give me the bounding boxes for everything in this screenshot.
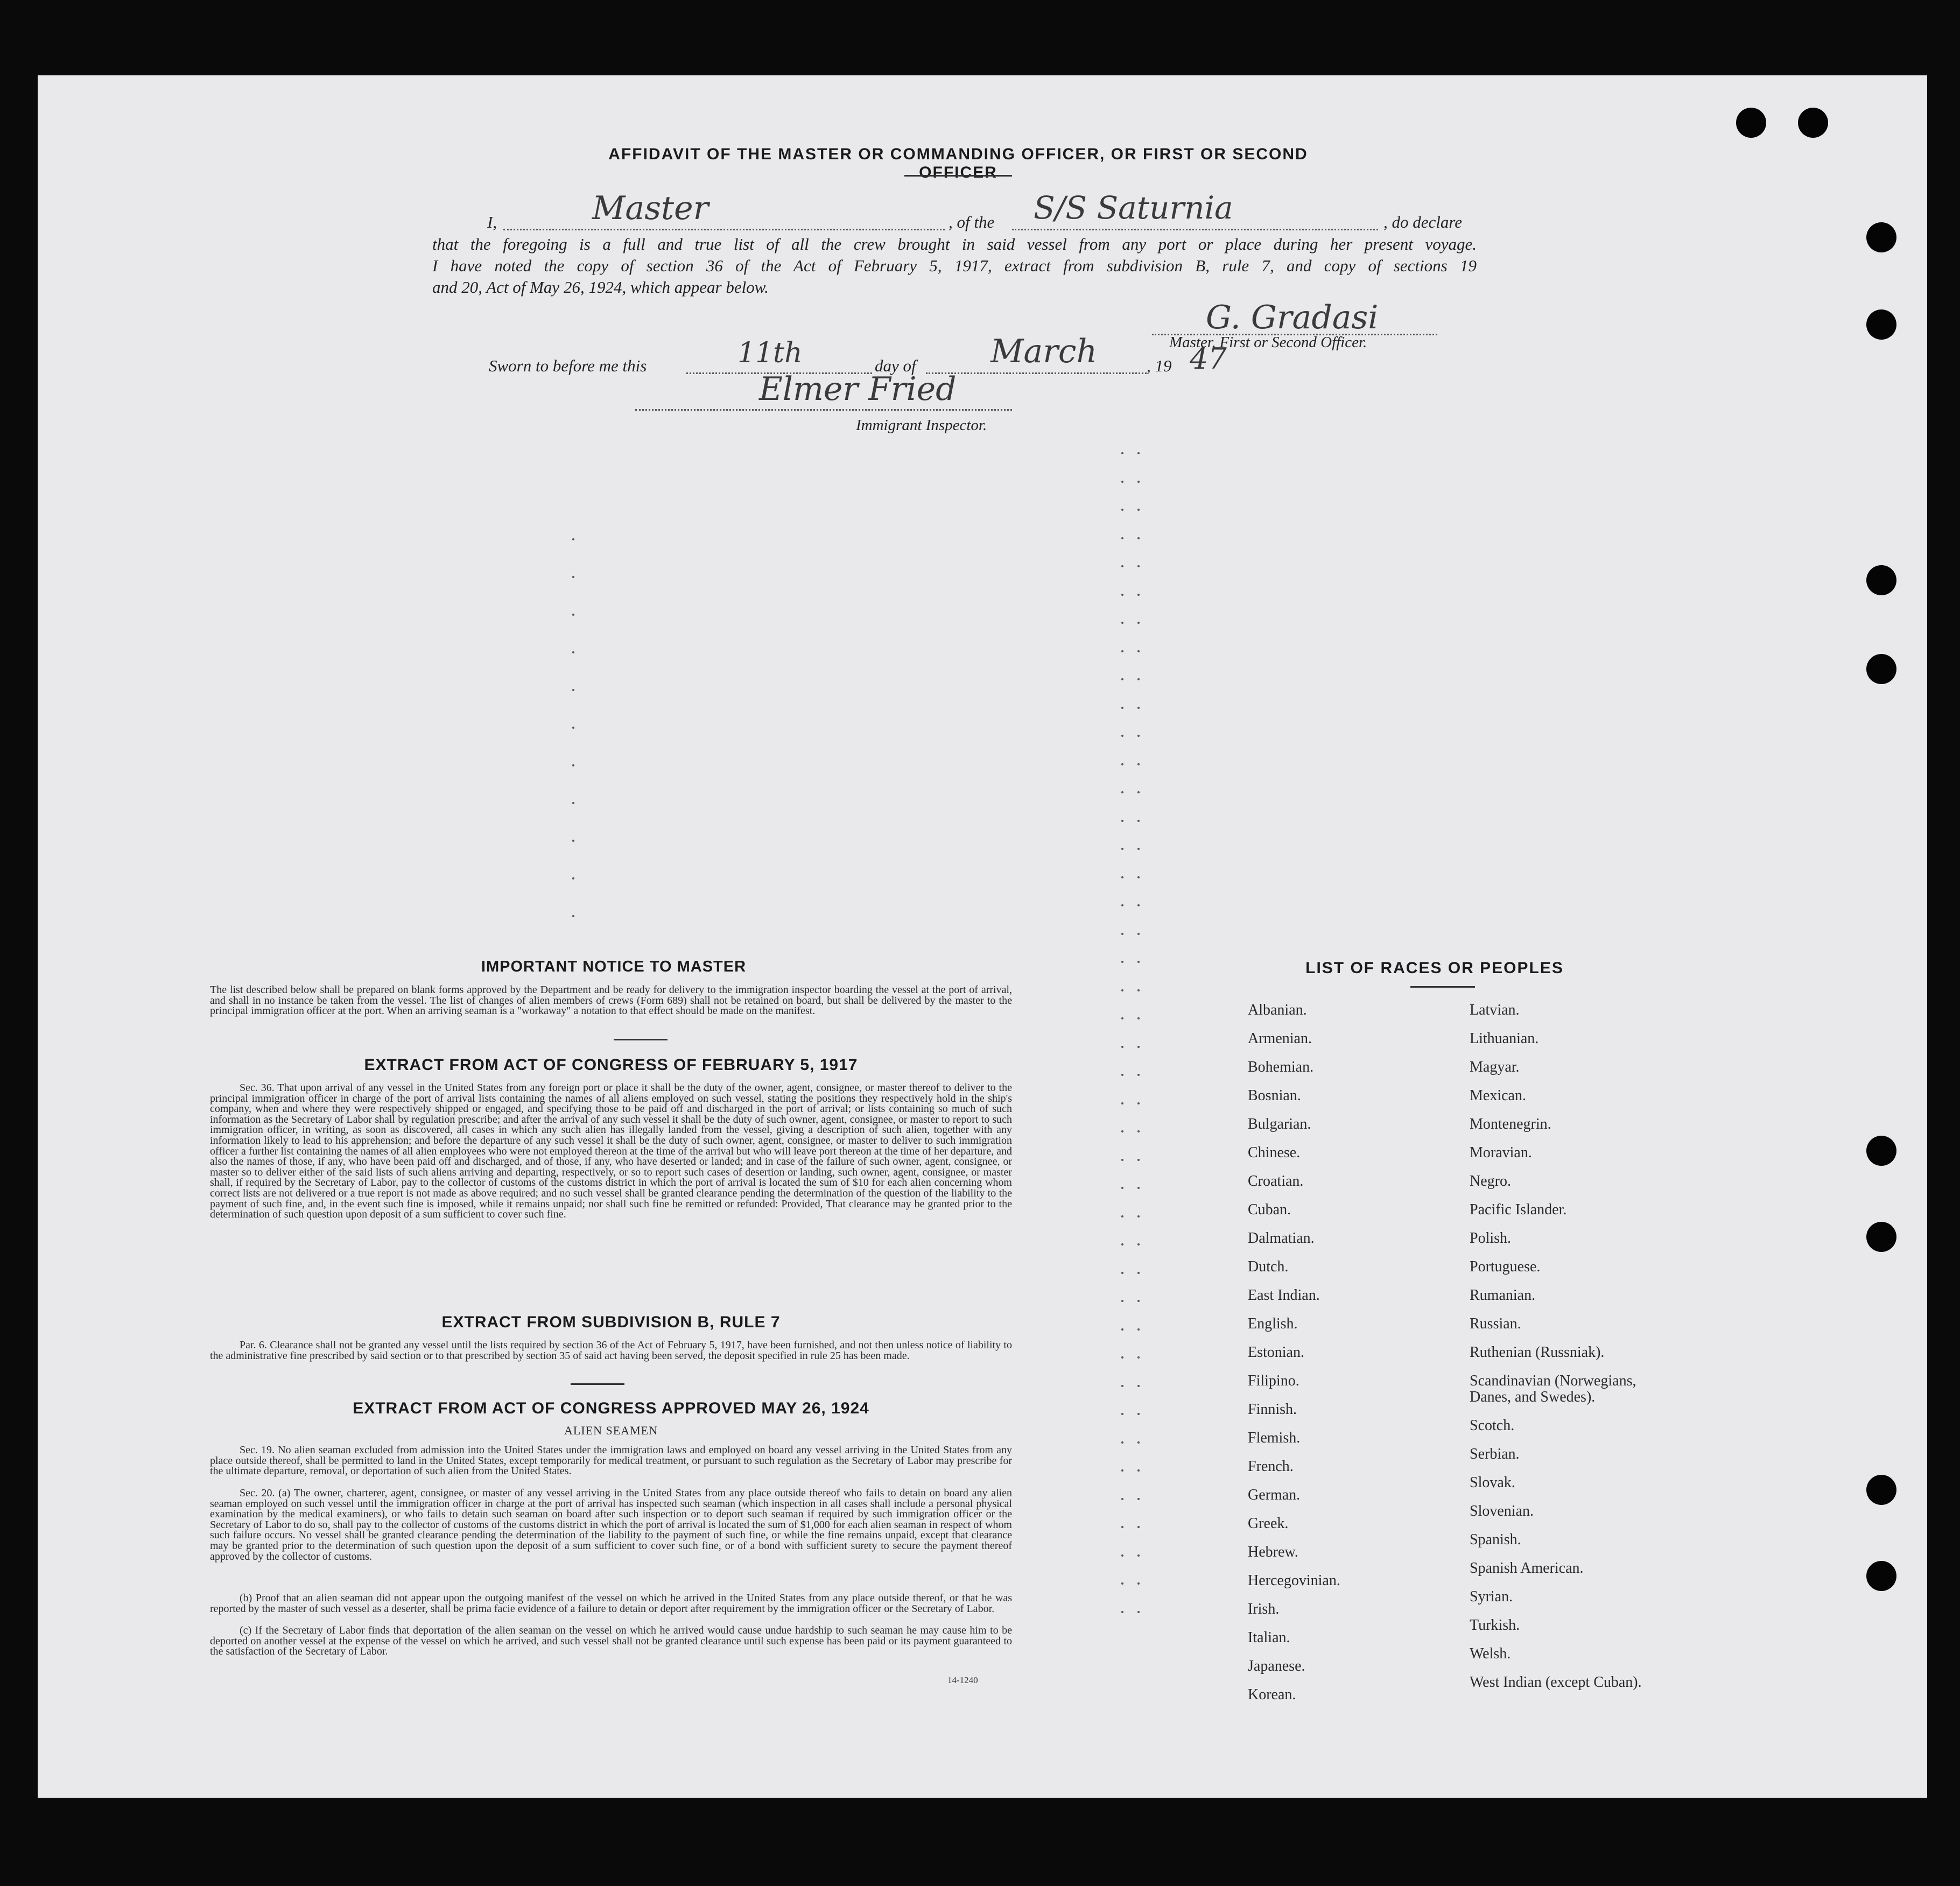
dot-marker [1137, 1215, 1140, 1218]
race-item: Turkish. [1470, 1617, 1520, 1634]
dot-marker [1121, 1046, 1123, 1048]
race-item: Korean. [1248, 1686, 1296, 1703]
inspector-label: Immigrant Inspector. [856, 417, 987, 434]
race-item: Chinese. [1248, 1144, 1301, 1161]
dot-marker [1121, 594, 1123, 596]
extract-rule7-text: Par. 6. Clearance shall not be granted any vessel until the lists required by section 36 of the Act of February 5, 1917, have been furnished, and not then unless notice of liability to the administrative fine prescribed by said section or to that prescribed by section 35 of said act having been served, the deposit specified in rule 25 has been made. [210, 1339, 1012, 1362]
race-item: Pacific Islander. [1470, 1201, 1567, 1218]
extract-1924-subtitle: ALIEN SEAMEN [564, 1424, 658, 1437]
race-item: Ruthenian (Russniak). [1470, 1344, 1605, 1361]
punch-hole [1866, 565, 1896, 595]
affidavit-body-line1: that the foregoing is a full and true list of all the crew brought in said vessel from any port or place during her present voyage. [432, 235, 1477, 254]
dot-marker [1137, 933, 1140, 935]
dot-marker [1121, 1498, 1123, 1500]
master-signature: G. Gradasi [1206, 299, 1379, 336]
dot-marker [1121, 1469, 1123, 1472]
form-number: 14-1240 [947, 1675, 978, 1685]
dot-marker [1137, 876, 1140, 878]
punch-hole [1866, 1475, 1896, 1505]
race-item: Moravian. [1470, 1144, 1532, 1161]
inspector-signature: Elmer Fried [759, 370, 957, 408]
dot-marker [1137, 1469, 1140, 1472]
title-rule [904, 175, 1012, 177]
race-item: Montenegrin. [1470, 1116, 1551, 1132]
dot-marker [1121, 1102, 1123, 1104]
race-item: Albanian. [1248, 1002, 1307, 1018]
race-item: Dutch. [1248, 1258, 1289, 1275]
race-item: Syrian. [1470, 1588, 1513, 1605]
dot-marker [572, 576, 574, 578]
dot-marker [1137, 1385, 1140, 1387]
vessel-name: S/S Saturnia [1034, 189, 1233, 226]
sworn-month: March [990, 333, 1098, 370]
sworn-month-line [926, 372, 1147, 374]
dot-marker [1121, 1159, 1123, 1161]
sworn-year: 47 [1190, 342, 1227, 376]
dot-marker [1137, 1554, 1140, 1557]
dot-marker [1137, 1017, 1140, 1019]
affidavit-body-line2: I have noted the copy of section 36 of the Act of February 5, 1917, extract from subdivision B, rule 7, and copy of sections 19 [432, 256, 1477, 275]
dot-marker [1121, 565, 1123, 567]
punch-hole [1866, 309, 1896, 340]
dot-marker [1121, 1017, 1123, 1019]
race-item: East Indian. [1248, 1287, 1320, 1304]
dot-marker [1137, 763, 1140, 765]
punch-hole [1736, 108, 1766, 138]
race-item: Negro. [1470, 1173, 1511, 1190]
dot-marker [1137, 537, 1140, 539]
race-item: Spanish. [1470, 1531, 1521, 1548]
dot-marker [1121, 933, 1123, 935]
race-item: German. [1248, 1487, 1301, 1503]
master-label: Master, First or Second Officer. [1169, 334, 1367, 351]
dot-marker [1121, 1130, 1123, 1132]
dot-marker [1121, 537, 1123, 539]
dot-marker [1137, 678, 1140, 680]
punch-hole [1866, 654, 1896, 684]
dot-marker [1137, 650, 1140, 652]
race-item: Dalmatian. [1248, 1230, 1315, 1247]
dot-marker [1137, 622, 1140, 624]
dot-marker [1137, 481, 1140, 483]
dot-marker [572, 614, 574, 616]
affidavit-body-line3: and 20, Act of May 26, 1924, which appear below. [432, 278, 769, 297]
extract-1917-text: Sec. 36. That upon arrival of any vessel in the United States from any foreign port or place it shall be the duty of the owner, agent, consignee, or master thereof to deliver to the principal immigration officer in charge of the port of arrival lists containing the names of all aliens employed on such vessel, stating the positions they respectively hold in the ship's company, when and where they were respectively shipped or engaged, and specifying those to be paid off and discharged in the port of arrival; or lists containing so much of such information as the Secretary of Labor shall by regulation prescribe; and after the arrival of any such vessel it shall be the duty of such owner, agent, consignee, or master to report to such immigration officer, in writing, as soon as discovered, all cases in which any such alien has illegally landed from the vessel, giving a description of such alien, together with any information likely to lead to his apprehension; and before the departure of any such vessel it shall be the duty of such owner, agent, consignee, or master to deliver to such immigration officer a further list containing the names of all alien employees who were not employed thereon at the time of the arrival but who will leave port thereon at the time of her departure, and also the names of those, if any, who have been paid off and discharged, and of those, if any, who have deserted or landed; and in case of the failure of such owner, agent, consignee, or master so to deliver either of the said lists of such aliens arriving and departing, respectively, or so to report such cases of desertion or landing, such owner, agent, consignee, or master shall, if required by the Secretary of Labor, pay to the collector of customs of the customs district in which the port of arrival is located the sum of $10 for each alien concerning whom correct lists are not delivered or a true report is not made as above required; and no such vessel shall be granted clearance pending the determination of the question of the liability to the payment of such fine, and, in the event such fine is imposed, while it remains unpaid; nor shall such fine be remitted or refunded: Provided, That clearance may be granted prior to the determination of such question upon deposit of a sum sufficient to cover such fine. [210, 1082, 1012, 1221]
notice-rule [614, 1039, 668, 1040]
punch-hole [1798, 108, 1828, 138]
race-item: Japanese. [1248, 1658, 1305, 1674]
race-item: Bulgarian. [1248, 1116, 1311, 1132]
dot-marker [1137, 848, 1140, 850]
dot-marker [1137, 961, 1140, 963]
dot-marker [1121, 650, 1123, 652]
dot-marker [1137, 1582, 1140, 1585]
dot-marker [1137, 1300, 1140, 1302]
punch-hole [1866, 1136, 1896, 1166]
race-item: Scandinavian (Norwegians, Danes, and Swedes). [1470, 1373, 1636, 1405]
dot-marker [572, 538, 574, 540]
dot-marker [1137, 1272, 1140, 1274]
punch-hole [1866, 1561, 1896, 1591]
dot-marker [1137, 1243, 1140, 1245]
dot-marker [1121, 1328, 1123, 1331]
race-item: Lithuanian. [1470, 1030, 1539, 1047]
dot-marker [1137, 904, 1140, 906]
dot-marker [1121, 904, 1123, 906]
dot-marker [1121, 1611, 1123, 1613]
punch-hole [1866, 222, 1896, 252]
race-item: West Indian (except Cuban). [1470, 1674, 1642, 1691]
extract-1924-sec20c: (c) If the Secretary of Labor finds that deportation of the alien seaman on the vessel on which he arrived would cause undue hardship to such seaman he may cause him to be deported on another vessel at the expense of the vessel on which he arrived, and such vessel shall not be granted clearance until such expense has been paid or its payment guaranteed to the satisfaction of the Secretary of Labor. [210, 1624, 1012, 1658]
race-item: Rumanian. [1470, 1287, 1536, 1304]
dot-marker [1137, 1441, 1140, 1444]
race-item: Mexican. [1470, 1087, 1526, 1104]
officer-name: Master [592, 189, 709, 227]
extract-1924-sec20a: Sec. 20. (a) The owner, charterer, agent, consignee, or master of any vessel arriving in the United States from any place outside thereof who fails to detain on board any alien seaman employed on such vessel until the immigration officer in charge at the port of arrival has inspected such seaman (which inspection in all cases shall include a personal physical examination by the medical examiners), or who fails to detain such seaman on board after such inspection or to deport such seaman if required by such immigration officer or the Secretary of Labor to do so, shall pay to the collector of customs of the customs district in which the port of arrival is located the sum of $1,000 for each alien seaman in respect of whom such failure occurs. No vessel shall be granted clearance pending the determination of the liability to the payment of such fine, or while the fine remains unpaid, except that clearance may be granted prior to the determination of such question upon the deposit of a sum sufficient to cover such fine, or of a bond with sufficient surety to secure the payment thereof approved by the collector of customs. [210, 1487, 1012, 1563]
race-item: Armenian. [1248, 1030, 1312, 1047]
dot-marker [1121, 481, 1123, 483]
race-item: Flemish. [1248, 1430, 1301, 1446]
extract-1924-sec19: Sec. 19. No alien seaman excluded from admission into the United States under the immigration laws and employed on board any vessel arriving in the United States from any place outside thereof, shall be permitted to land in the United States, except temporarily for medical treatment, or pursuant to such regulation as the Secretary of Labor may prescribe for the ultimate departure, removal, or deportation of such alien from the United States. [210, 1444, 1012, 1477]
dot-marker [1121, 622, 1123, 624]
race-item: Latvian. [1470, 1002, 1520, 1018]
punch-hole [1866, 1222, 1896, 1252]
race-item: Slovenian. [1470, 1503, 1534, 1519]
dot-marker [1121, 1074, 1123, 1076]
of-the-label: , of the [949, 213, 995, 231]
extract-1924-title: EXTRACT FROM ACT OF CONGRESS APPROVED MAY 26, 1924 [353, 1399, 869, 1417]
race-item: Scotch. [1470, 1417, 1515, 1434]
dot-marker [1137, 1526, 1140, 1528]
officer-name-line [503, 229, 945, 230]
dot-marker [1121, 1582, 1123, 1585]
race-item: Greek. [1248, 1515, 1289, 1532]
dot-marker [1137, 1187, 1140, 1189]
dot-marker [1137, 1074, 1140, 1076]
dot-marker [1137, 989, 1140, 991]
dot-marker [572, 689, 574, 691]
dot-marker [572, 915, 574, 917]
race-item: Filipino. [1248, 1373, 1299, 1389]
dot-marker [1121, 707, 1123, 709]
dot-marker [572, 802, 574, 804]
dot-marker [1121, 678, 1123, 680]
dot-marker [1121, 1187, 1123, 1189]
dot-marker [1137, 791, 1140, 793]
dot-marker [1121, 509, 1123, 511]
race-item: Irish. [1248, 1601, 1280, 1617]
notice-title: IMPORTANT NOTICE TO MASTER [481, 958, 747, 975]
race-item: Estonian. [1248, 1344, 1304, 1361]
races-rule [1410, 986, 1475, 988]
dot-marker [1121, 961, 1123, 963]
race-item: Serbian. [1470, 1446, 1520, 1462]
extract-rule7-title: EXTRACT FROM SUBDIVISION B, RULE 7 [441, 1313, 781, 1331]
dot-marker [1121, 1272, 1123, 1274]
notice-text: The list described below shall be prepared on blank forms approved by the Department and be ready for delivery to the immigration inspector boarding the vessel at the port of arrival, and shall in no instance be taken from the vessel. The list of changes of alien members of crews (Form 689) shall not be retained on board, but shall be delivered by the master to the principal immigration officer at the port. When an arriving seaman is a "workaway" a notation to that effect should be made on the manifest. [210, 984, 1012, 1017]
sworn-day: 11th [737, 337, 803, 369]
race-item: Welsh. [1470, 1645, 1511, 1662]
dot-marker [1137, 452, 1140, 454]
dot-marker [1137, 1611, 1140, 1613]
dot-marker [1121, 735, 1123, 737]
dot-marker [1121, 1554, 1123, 1557]
day-of-label: day of [875, 356, 916, 375]
dot-marker [1121, 820, 1123, 822]
dot-marker [1137, 820, 1140, 822]
dot-marker [1121, 876, 1123, 878]
dot-marker [1137, 1159, 1140, 1161]
race-item: Italian. [1248, 1629, 1290, 1646]
dot-marker [1121, 1215, 1123, 1218]
rule7-rule [571, 1383, 624, 1385]
race-item: Bosnian. [1248, 1087, 1301, 1104]
extract-1924-sec20b: (b) Proof that an alien seaman did not appear upon the outgoing manifest of the vessel on which he arrived in the United States from any place outside thereof, or that he was reported by the master of such vessel as a deserter, shall be prima facie evidence of a failure to detain or deport after requirement by the immigration officer or the Secretary of Labor. [210, 1592, 1012, 1615]
dot-marker [1121, 1441, 1123, 1444]
dot-marker [1137, 707, 1140, 709]
sworn-label: Sworn to before me this [489, 356, 647, 375]
affidavit-title: AFFIDAVIT OF THE MASTER OR COMMANDING OFFICER, OR FIRST OR SECOND OFFICER [608, 145, 1308, 181]
year-prefix: , 19 [1147, 356, 1172, 375]
race-item: Bohemian. [1248, 1059, 1314, 1075]
dot-marker [1121, 1385, 1123, 1387]
race-item: Hebrew. [1248, 1544, 1298, 1560]
dot-marker [1121, 1300, 1123, 1302]
dot-marker [1137, 1413, 1140, 1415]
race-item: Slovak. [1470, 1474, 1515, 1491]
dot-marker [1137, 1328, 1140, 1331]
dot-marker [1121, 1356, 1123, 1359]
races-title: LIST OF RACES OR PEOPLES [1305, 959, 1564, 977]
vessel-line [1012, 229, 1378, 230]
dot-marker [1137, 735, 1140, 737]
dot-marker [1137, 1130, 1140, 1132]
race-item: Portuguese. [1470, 1258, 1541, 1275]
dot-marker [1121, 763, 1123, 765]
dot-marker [1121, 791, 1123, 793]
dot-marker [572, 877, 574, 879]
dot-marker [1137, 1356, 1140, 1359]
dot-marker [1121, 989, 1123, 991]
race-item: Cuban. [1248, 1201, 1291, 1218]
race-item: French. [1248, 1458, 1294, 1475]
race-item: English. [1248, 1315, 1298, 1332]
dot-marker [1137, 594, 1140, 596]
dot-marker [1121, 452, 1123, 454]
i-label: I, [487, 213, 497, 231]
race-item: Spanish American. [1470, 1560, 1584, 1577]
race-item: Russian. [1470, 1315, 1521, 1332]
dot-marker [572, 651, 574, 653]
race-item: Magyar. [1470, 1059, 1520, 1075]
dot-marker [572, 840, 574, 842]
dot-marker [572, 764, 574, 766]
inspector-signature-line [635, 409, 1012, 411]
dot-marker [1121, 1413, 1123, 1415]
dot-marker [1121, 848, 1123, 850]
dot-marker [1137, 1498, 1140, 1500]
dot-marker [1137, 509, 1140, 511]
dot-marker [1137, 1102, 1140, 1104]
race-item: Polish. [1470, 1230, 1512, 1247]
declare-label: , do declare [1383, 213, 1463, 231]
race-item: Croatian. [1248, 1173, 1304, 1190]
dot-marker [1137, 1046, 1140, 1048]
dot-marker [1137, 565, 1140, 567]
race-item: Finnish. [1248, 1401, 1297, 1418]
dot-marker [1121, 1243, 1123, 1245]
race-item: Hercegovinian. [1248, 1572, 1340, 1589]
dot-marker [572, 727, 574, 729]
extract-1917-title: EXTRACT FROM ACT OF CONGRESS OF FEBRUARY 5, 1917 [364, 1056, 858, 1074]
dot-marker [1121, 1526, 1123, 1528]
